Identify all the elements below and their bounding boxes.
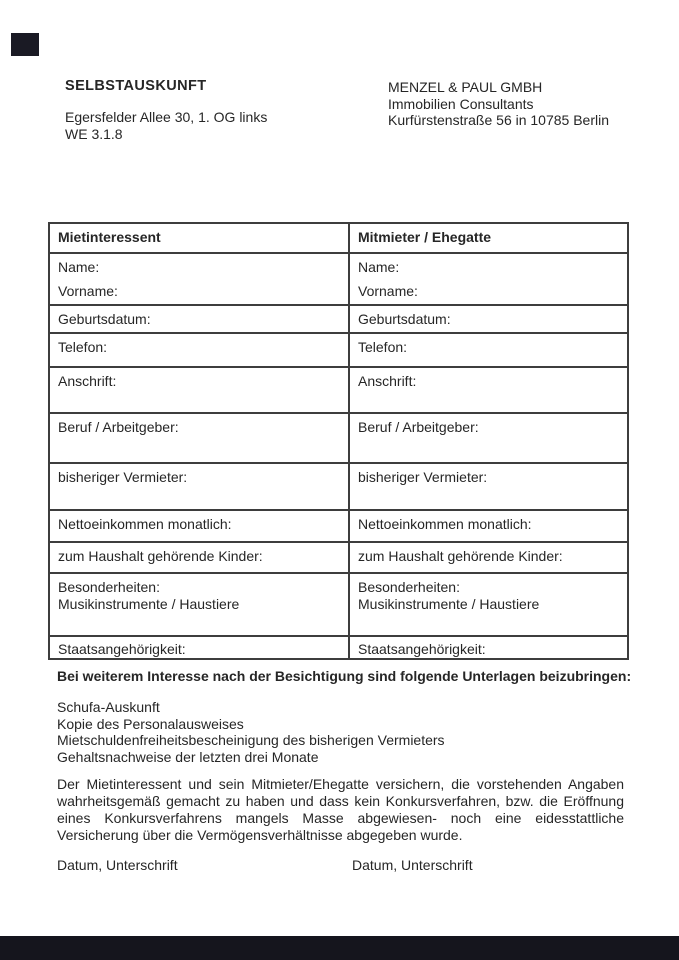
field-label-geburtsdatum: Geburtsdatum: <box>349 305 628 333</box>
field-label-kinder: zum Haushalt gehörende Kinder: <box>49 542 349 573</box>
field-cell <box>349 573 628 636</box>
field-cell <box>349 253 628 305</box>
field-cell <box>49 253 349 305</box>
field-label-vermieter: bisheriger Vermieter: <box>349 463 628 510</box>
documents-heading: Bei weiterem Interesse nach der Besichtigung sind folgende Unterlagen beizubringen: <box>57 668 632 684</box>
signature-label-cotenant: Datum, Unterschrift <box>352 857 473 873</box>
field-label-nettoeinkommen: Nettoeinkommen monatlich: <box>49 510 349 542</box>
field-label-nettoeinkommen: Nettoeinkommen monatlich: <box>349 510 628 542</box>
table-row-geburtsdatum <box>49 305 628 333</box>
table-row-telefon <box>49 333 628 367</box>
field-label-telefon: Telefon: <box>349 333 628 367</box>
table-row-besonderheiten <box>49 573 628 636</box>
table-row-beruf <box>49 413 628 463</box>
company-address: Kurfürstenstraße 56 in 10785 Berlin <box>388 112 610 128</box>
table-row-nettoeinkommen <box>49 510 628 542</box>
applicant-form-table <box>48 222 629 660</box>
field-label-vorname: Vorname: <box>58 283 118 299</box>
field-label-besonderheiten: Besonderheiten: <box>358 579 460 595</box>
property-address: Egersfelder Allee 30, 1. OG links <box>65 109 268 125</box>
document-header-right <box>388 79 609 129</box>
table-row-staatsangehoerigkeit <box>49 636 628 659</box>
scan-bottom-bar <box>0 936 679 960</box>
field-label-name: Name: <box>58 259 100 275</box>
field-label-beruf: Beruf / Arbeitgeber: <box>349 413 628 463</box>
company-name: MENZEL & PAUL GMBH <box>388 79 543 95</box>
table-row-anschrift <box>49 367 628 413</box>
field-label-vermieter: bisheriger Vermieter: <box>49 463 349 510</box>
field-label-vorname: Vorname: <box>358 283 418 299</box>
field-label-kinder: zum Haushalt gehörende Kinder: <box>349 542 628 573</box>
field-label-name: Name: <box>358 259 400 275</box>
document-list-item: Kopie des Personalausweises <box>57 715 244 732</box>
property-unit: WE 3.1.8 <box>65 126 123 142</box>
document-title: SELBSTAUSKUNFT <box>65 78 207 94</box>
field-label-staatsangehoerigkeit: Staatsangehörigkeit: <box>349 636 628 659</box>
documents-list <box>57 699 445 765</box>
column-header-applicant: Mietinteressent <box>49 223 349 253</box>
document-list-item: Schufa-Auskunft <box>57 699 160 715</box>
signature-label-applicant: Datum, Unterschrift <box>57 857 178 873</box>
column-header-cotenant: Mitmieter / Ehegatte <box>349 223 628 253</box>
field-label-staatsangehoerigkeit: Staatsangehörigkeit: <box>49 636 349 659</box>
table-header-row <box>49 223 628 253</box>
table-row-vermieter <box>49 463 628 510</box>
field-label-telefon: Telefon: <box>49 333 349 367</box>
document-list-item: Gehaltsnachweise der letzten drei Monate <box>57 748 319 765</box>
field-label-anschrift: Anschrift: <box>349 367 628 413</box>
company-tagline: Immobilien Consultants <box>388 95 534 112</box>
table-row-kinder <box>49 542 628 573</box>
field-label-anschrift: Anschrift: <box>49 367 349 413</box>
field-cell <box>49 573 349 636</box>
table-row-name-vorname <box>49 253 628 305</box>
field-label-musikinstrumente: Musikinstrumente / Haustiere <box>58 596 240 612</box>
document-list-item: Mietschuldenfreiheitsbescheinigung des bisherigen Vermieters <box>57 732 445 748</box>
declaration-paragraph: Der Mietinteressent und sein Mitmieter/Ehegatte versichern, die vorstehenden Angaben wahrheitsgemäß gemacht zu haben und dass kein Konkursverfahren, bzw. die Eröffnung eines Konkursverfahrens mangels Masse abgewiesen- noch eine eidesstattliche Versicherung über die Vermögensverhältnisse abgegeben wurde. <box>57 776 624 843</box>
field-label-geburtsdatum: Geburtsdatum: <box>49 305 349 333</box>
document-header-left <box>65 78 267 143</box>
field-label-besonderheiten: Besonderheiten: <box>58 579 160 595</box>
field-label-musikinstrumente: Musikinstrumente / Haustiere <box>358 596 540 612</box>
field-label-beruf: Beruf / Arbeitgeber: <box>49 413 349 463</box>
scan-corner-mark <box>11 33 39 56</box>
